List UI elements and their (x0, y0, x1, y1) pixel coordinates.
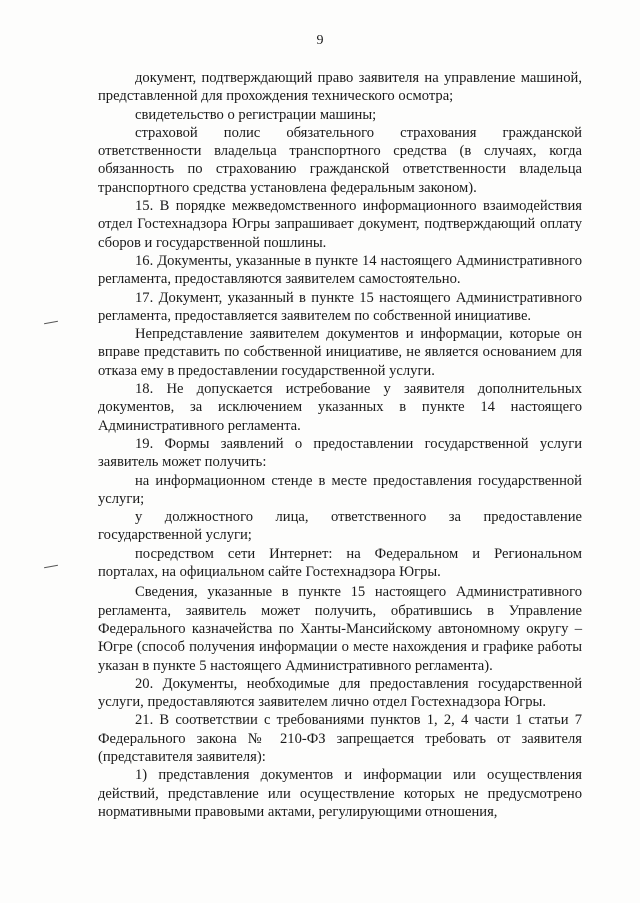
paragraph: 17. Документ, указанный в пункте 15 настоящего Административного регламента, предоставляется заявителем по собственной инициативе. (98, 289, 582, 324)
paragraph: 1) представления документов и информации или осуществления действий, представление или осуществление которых не предусмотрено нормативными правовыми актами, регулирующими отношения, (98, 767, 582, 820)
paragraph: свидетельство о регистрации машины; (135, 106, 377, 123)
paragraph: Сведения, указанные в пункте 15 настоящего Административного регламента, заявитель может получить, обратившись в Управление Федерального казначейства по Ханты-Мансийскому автономному округу – Югре (способ получения информации о месте нахождения и графике работы указан в пункте 5 настоящего Административного регламента). (98, 584, 582, 674)
paragraph: документ, подтверждающий право заявителя на управление машиной, представленной для прохождения технического осмотра; (98, 70, 582, 105)
paragraph: 21. В соответствии с требованиями пунктов 1, 2, 4 части 1 статьи 7 Федерального закона № 210-ФЗ запрещается требовать от заявителя (представителя заявителя): (98, 712, 582, 765)
paragraph: 15. В порядке межведомственного информационного взаимодействия отдел Гостехнадзора Югры запрашивает документ, подтверждающий оплату сборов и государственной пошлины. (98, 198, 582, 251)
margin-mark (44, 321, 58, 324)
paragraph: 18. Не допускается истребование у заявителя дополнительных документов, за исключением указанных в пункте 14 настоящего Административного регламента. (98, 381, 582, 434)
paragraph: у должностного лица, ответственного за предоставление государственной услуги; (98, 509, 582, 544)
paragraph: 20. Документы, необходимые для предоставления государственной услуги, предоставляются заявителем лично отдел Гостехнадзора Югры. (98, 675, 582, 711)
paragraph: на информационном стенде в месте предоставления государственной услуги; (98, 472, 582, 507)
paragraph: Непредставление заявителем документов и информации, которые он вправе представить по собственной инициативе, не является основанием для отказа ему в предоставлении государственной услуги. (98, 326, 582, 379)
page-number: 9 (316, 33, 324, 48)
margin-mark (44, 565, 58, 568)
paragraph: 16. Документы, указанные в пункте 14 настоящего Административного регламента, предоставляются заявителем самостоятельно. (98, 252, 582, 288)
paragraph: 19. Формы заявлений о предоставлении государственной услуги заявитель может получить: (98, 435, 582, 471)
paragraph: страховой полис обязательного страхования гражданской ответственности владельца транспортного средства (в случаях, когда обязанность по страхованию гражданской ответственности владельца транспортного средства установлена федеральным законом). (98, 124, 582, 196)
document-body (98, 69, 582, 821)
paragraph: посредством сети Интернет: на Федеральном и Региональном порталах, на официальном сайте Гостехнадзора Югры. (98, 545, 582, 581)
